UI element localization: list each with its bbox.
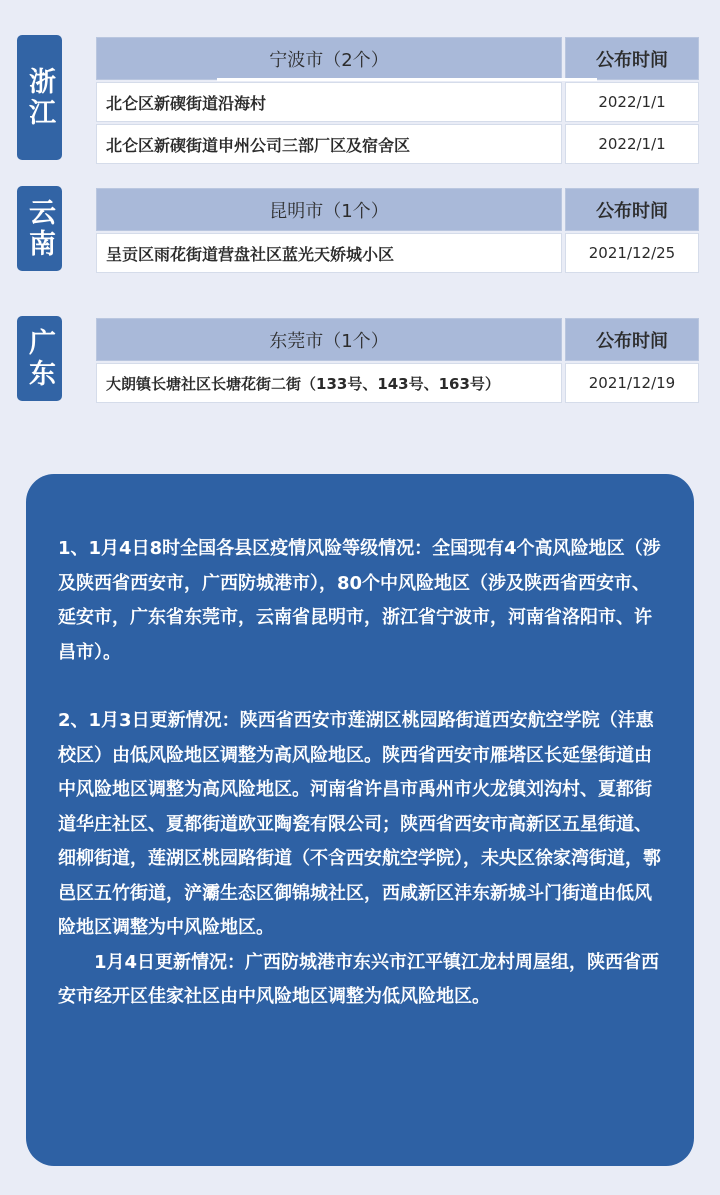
table-row: [96, 363, 699, 403]
city-header-label: 宁波市（2个）: [269, 49, 389, 71]
header-underline: [217, 78, 597, 81]
note-paragraph-1: 1、1月4日8时全国各县区疫情风险等级情况：全国现有4个高风险地区（涉及陕西省西安市，广西防城港市），80个中风险地区（涉及陕西省西安市、延安市，广东省东莞市，云南省昆明市，浙江省宁波市，河南省洛阳市、许昌市）。: [58, 538, 661, 663]
date-cell: 2021/12/25: [565, 233, 699, 273]
table-header: [96, 188, 699, 231]
province-label: 云南: [24, 197, 55, 260]
time-header: 公布时间: [565, 188, 699, 231]
time-header: 公布时间: [565, 37, 699, 80]
risk-table-dongguan: [96, 318, 699, 403]
date-cell: 2022/1/1: [565, 124, 699, 164]
notes-text: [58, 532, 664, 1015]
table-row: [96, 233, 699, 273]
date-cell: 2021/12/19: [565, 363, 699, 403]
date-cell: 2022/1/1: [565, 82, 699, 122]
notes-panel: [26, 474, 694, 1166]
city-header: 东莞市（1个）: [96, 318, 562, 361]
table-header: [96, 318, 699, 361]
place-cell: 大朗镇长塘社区长塘花街二街（133号、143号、163号）: [96, 363, 562, 403]
province-label: 浙江: [24, 66, 55, 129]
province-tab-zhejiang: [17, 35, 62, 160]
place-cell: 呈贡区雨花街道营盘社区蓝光天娇城小区: [96, 233, 562, 273]
place-cell: 北仑区新碶街道沿海村: [96, 82, 562, 122]
table-row: [96, 124, 699, 164]
city-header: 昆明市（1个）: [96, 188, 562, 231]
place-cell: 北仑区新碶街道申州公司三部厂区及宿舍区: [96, 124, 562, 164]
risk-table-kunming: [96, 188, 699, 273]
province-label: 广东: [24, 327, 55, 390]
province-tab-yunnan: [17, 186, 62, 271]
table-row: [96, 82, 699, 122]
note-paragraph-3: 1月4日更新情况：广西防城港市东兴市江平镇江龙村周屋组，陕西省西安市经开区佳家社区由中风险地区调整为低风险地区。: [58, 951, 660, 1007]
note-paragraph-2: 2、1月3日更新情况：陕西省西安市莲湖区桃园路街道西安航空学院（沣惠校区）由低风险地区调整为高风险地区。陕西省西安市雁塔区长延堡街道由中风险地区调整为高风险地区。河南省许昌市禹州市火龙镇刘沟村、夏都街道华庄社区、夏都街道欧亚陶瓷有限公司；陕西省西安市高新区五星街道、细柳街道，莲湖区桃园路街道（不含西安航空学院），未央区徐家湾街道，鄠邑区五竹街道，浐灞生态区御锦城社区，西咸新区沣东新城斗门街道由低风险地区调整为中风险地区。: [58, 710, 661, 938]
province-tab-guangdong: [17, 316, 62, 401]
table-header: [96, 37, 699, 80]
time-header: 公布时间: [565, 318, 699, 361]
risk-table-ningbo: [96, 37, 699, 164]
city-header: [96, 37, 562, 80]
